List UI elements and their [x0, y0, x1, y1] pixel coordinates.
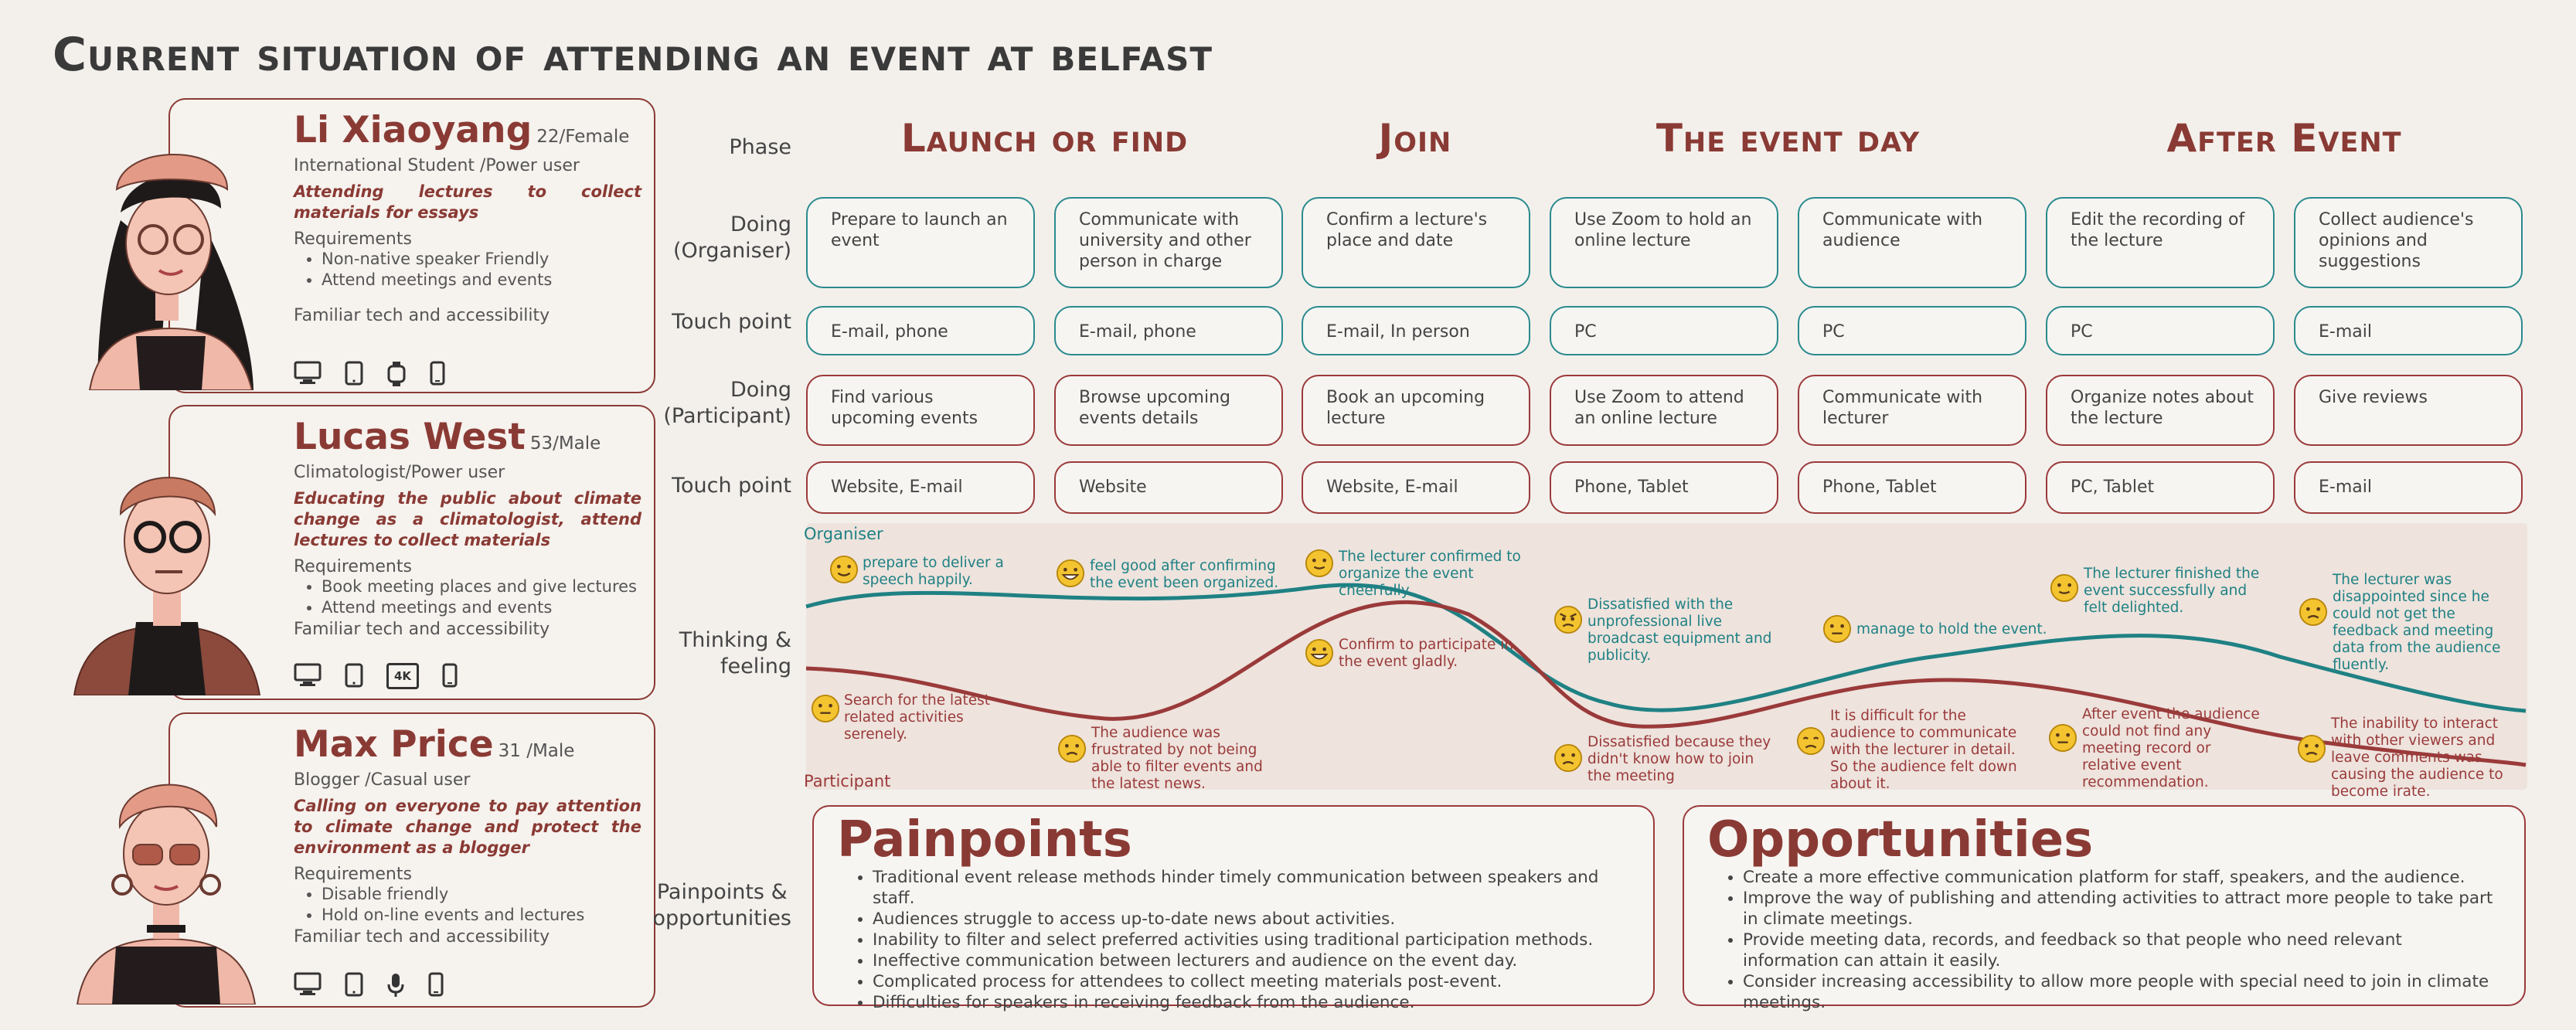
row-label-painpoints-opportunities: Painpoints & opportunities: [652, 880, 791, 930]
persona-age: 31 /Male: [498, 741, 575, 761]
doing-participant-card: Find various upcoming events: [806, 375, 1035, 446]
tech-title: Familiar tech and accessibility: [294, 927, 550, 947]
opportunities-list: [1715, 867, 2501, 1013]
touchpoint-participant-card: Phone, Tablet: [1550, 461, 1778, 514]
tech-title: Familiar tech and accessibility: [294, 306, 550, 325]
slight-smile-face-icon: [2048, 723, 2077, 753]
touchpoint-participant-card: PC, Tablet: [2046, 461, 2275, 514]
participant-note: It is difficult for the audience to communicate with the lecturer in detail. So the audience felt down about it.: [1830, 708, 2017, 792]
touchpoint-organiser-card: E-mail, phone: [1054, 306, 1283, 355]
painpoint-item: • Difficulties for speakers in receiving feedback from the audience.: [873, 992, 1630, 1013]
touchpoint-participant-card: Website, E-mail: [1302, 461, 1530, 514]
requirement-item: • Book meeting places and give lectures: [322, 576, 641, 597]
slight-smile-face-icon: [811, 694, 840, 723]
row-label-doing-participant: Doing (Participant): [663, 378, 791, 428]
frown-face-icon: [1553, 743, 1583, 773]
participant-note: The inability to interact with other viewers and leave comments was causing the audience to become irate.: [2331, 716, 2503, 800]
touchpoint-organiser-card: PC: [2046, 306, 2275, 355]
requirement-item: • Non-native speaker Friendly: [322, 249, 641, 270]
opportunities-box: [1683, 805, 2526, 1012]
painpoint-item: • Audiences struggle to access up-to-date news about activities.: [873, 909, 1630, 930]
row-label-doing-organiser: Doing (Organiser): [672, 212, 791, 263]
touchpoint-participant-card: Phone, Tablet: [1798, 461, 2026, 514]
requirement-item: • Hold on-line events and lectures: [322, 905, 641, 926]
doing-organiser-card: Collect audience's opinions and suggestions: [2294, 197, 2523, 288]
persona-role: International Student /Power user: [294, 156, 580, 175]
disappointed-face-icon: [2299, 597, 2328, 627]
opportunity-item: • Consider increasing accessibility to allow more people with special need to join in climate meetings.: [1743, 971, 2501, 1013]
doing-organiser-card: Communicate with university and other person in charge: [1054, 197, 1283, 288]
requirements-title: Requirements: [294, 229, 412, 249]
requirements-title: Requirements: [294, 865, 412, 884]
slight-smile-face-icon: [1822, 614, 1852, 644]
persona-role: Climatologist/Power user: [294, 463, 505, 482]
row-label-touch-point: Touch point: [672, 310, 791, 334]
row-label-touch-point: Touch point: [672, 474, 791, 498]
persona-name: Max Price 31 /Male: [294, 723, 575, 766]
organiser-note: manage to hold the event.: [1856, 621, 2047, 637]
touchpoint-organiser-card: E-mail, In person: [1302, 306, 1530, 355]
participant-note: Dissatisfied because they didn't know how to join the meeting: [1587, 734, 1771, 784]
frown-face-icon: [1057, 734, 1087, 763]
phase-event-day: The event day: [1656, 116, 1921, 161]
doing-participant-card: Book an upcoming lecture: [1302, 375, 1530, 446]
happy-face-icon: [829, 555, 859, 584]
touchpoint-organiser-card: PC: [1550, 306, 1778, 355]
touchpoint-participant-card: Website: [1054, 461, 1283, 514]
doing-organiser-card: Use Zoom to hold an online lecture: [1550, 197, 1778, 288]
organiser-note: prepare to deliver a speech happily.: [863, 555, 1004, 588]
page-title: Current situation of attending an event at belfast: [53, 28, 1213, 82]
phase-join: Join: [1378, 116, 1452, 161]
persona-role: Blogger /Casual user: [294, 770, 471, 790]
opportunity-item: • Provide meeting data, records, and feedback so that people who need relevant information can attain it easily.: [1743, 930, 2501, 971]
phase-launch-or-find: Launch or find: [900, 116, 1189, 161]
persona-age: 53/Male: [529, 433, 601, 454]
organiser-lane-label: Organiser: [804, 525, 883, 543]
doing-participant-card: Browse upcoming events details: [1054, 375, 1283, 446]
grinning-face-icon: [1305, 638, 1334, 668]
persona-goal: Attending lectures to collect materials for essays: [294, 182, 641, 222]
persona-name: Lucas West 53/Male: [294, 416, 601, 458]
painpoint-item: • Traditional event release methods hinder timely communication between speakers and staff.: [873, 867, 1630, 909]
sad-face-icon: [1796, 726, 1826, 756]
opportunities-title: Opportunities: [1707, 811, 2094, 869]
doing-participant-card: Communicate with lecturer: [1798, 375, 2026, 446]
4k-icon: 4K: [386, 663, 419, 689]
row-label-thinking-feeling: Thinking & feeling: [679, 628, 791, 678]
touchpoint-participant-card: E-mail: [2294, 461, 2523, 514]
opportunity-item: • Create a more effective communication platform for staff, speakers, and the audience.: [1743, 867, 2501, 888]
organiser-note: The lecturer was disappointed since he could not get the feedback and meeting data from the audience fluently.: [2333, 572, 2501, 673]
requirement-item: • Attend meetings and events: [322, 597, 641, 618]
phase-after-event: After Event: [2166, 116, 2402, 161]
requirement-item: • Disable friendly: [322, 884, 641, 905]
participant-note: Confirm to participate in the event gladly.: [1339, 637, 1514, 670]
smiling-face-icon: [1305, 549, 1334, 578]
organiser-note: Dissatisfied with the unprofessional live broadcast equipment and publicity.: [1587, 597, 1772, 664]
touchpoint-organiser-card: PC: [1798, 306, 2026, 355]
persona-name: Li Xiaoyang 22/Female: [294, 109, 630, 151]
doing-organiser-card: Confirm a lecture's place and date: [1302, 197, 1530, 288]
participant-note: Search for the latest related activities serenely.: [844, 692, 991, 743]
painpoints-list: [845, 867, 1630, 1013]
participant-note: The audience was frustrated by not being able to filter events and the latest news.: [1091, 725, 1263, 792]
grinning-face-icon: [1056, 559, 1085, 588]
doing-organiser-card: Prepare to launch an event: [806, 197, 1035, 288]
requirements-title: Requirements: [294, 557, 412, 576]
persona-goal: Calling on everyone to pay attention to climate change and protect the environment as a blogger: [294, 797, 641, 857]
painpoint-item: • Ineffective communication between lecturers and audience on the event day.: [873, 950, 1630, 971]
touchpoint-participant-card: Website, E-mail: [806, 461, 1035, 514]
organiser-note: The lecturer finished the event successfully and felt delighted.: [2084, 566, 2260, 616]
participant-note: After event the audience could not find any meeting record or relative event recommendation.: [2082, 706, 2260, 790]
painpoints-box: [812, 805, 1655, 1012]
angry-face-icon: [1553, 605, 1583, 634]
persona-goal: Educating the public about climate change as a climatologist, attend lectures to collect materials: [294, 489, 641, 549]
touchpoint-organiser-card: E-mail: [2294, 306, 2523, 355]
requirement-item: • Attend meetings and events: [322, 270, 641, 291]
tech-title: Familiar tech and accessibility: [294, 620, 550, 639]
participant-lane-label: Participant: [804, 772, 891, 790]
frown-face-icon: [2297, 734, 2326, 763]
smiling-face-icon: [2050, 573, 2079, 603]
row-label-phase: Phase: [729, 135, 791, 159]
doing-participant-card: Organize notes about the lecture: [2046, 375, 2275, 446]
painpoint-item: • Complicated process for attendees to collect meeting materials post-event.: [873, 971, 1630, 992]
persona-age: 22/Female: [536, 127, 630, 147]
opportunity-item: • Improve the way of publishing and attending activities to attract more people to take part in climate meetings.: [1743, 888, 2501, 930]
painpoint-item: • Inability to filter and select preferred activities using traditional participation methods.: [873, 930, 1630, 950]
touchpoint-organiser-card: E-mail, phone: [806, 306, 1035, 355]
doing-organiser-card: Edit the recording of the lecture: [2046, 197, 2275, 288]
doing-participant-card: Give reviews: [2294, 375, 2523, 446]
organiser-note: The lecturer confirmed to organize the event cheerfully.: [1339, 549, 1521, 599]
organiser-note: feel good after confirming the event been organized.: [1090, 558, 1279, 591]
doing-participant-card: Use Zoom to attend an online lecture: [1550, 375, 1778, 446]
painpoints-title: Painpoints: [837, 811, 1132, 869]
doing-organiser-card: Communicate with audience: [1798, 197, 2026, 288]
